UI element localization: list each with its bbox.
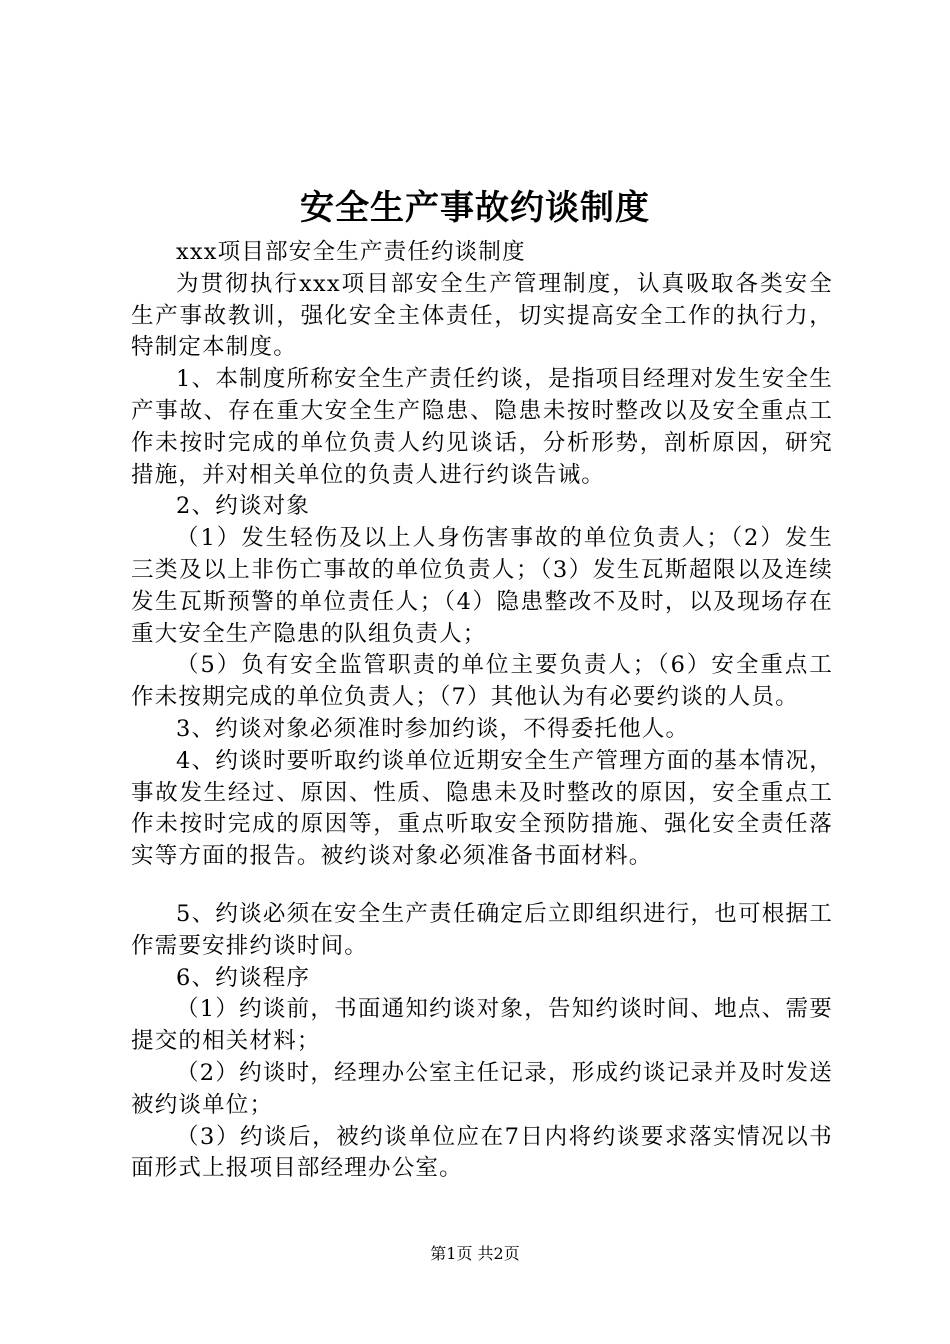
paragraph-targets-1-4: （1）发生轻伤及以上人身伤害事故的单位负责人；（2）发生三类及以上非伤亡事故的单位负责人；（3）发生瓦斯超限以及连续发生瓦斯预警的单位责任人；（4）隐患整改不及时，以及现场存在重大安全生产隐患的队组负责人； (131, 525, 833, 647)
paragraph-clause-1: 1、本制度所称安全生产责任约谈，是指项目经理对发生安全生产事故、存在重大安全生产隐患、隐患未按时整改以及安全重点工作未按时完成的单位负责人约见谈话，分析形势，剖析原因，研究措施，并对相关单位的负责人进行约谈告诫。 (131, 366, 833, 488)
document-body (131, 237, 833, 1185)
paragraph-clause-4: 4、约谈时要听取约谈单位近期安全生产管理方面的基本情况，事故发生经过、原因、性质、隐患未及时整改的原因，安全重点工作未按时完成的原因等，重点听取安全预防措施、强化安全责任落实等方面的报告。被约谈对象必须准备书面材料。 (131, 747, 833, 870)
paragraph-targets-5-7: （5）负有安全监管职责的单位主要负责人；（6）安全重点工作未按期完成的单位负责人；（7）其他认为有必要约谈的人员。 (131, 652, 833, 711)
paragraph-clause-6-heading: 6、约谈程序 (176, 964, 311, 991)
paragraph-intro: 为贯彻执行xxx项目部安全生产管理制度，认真吸取各类安全生产事故教训，强化安全主体责任，切实提高安全工作的执行力，特制定本制度。 (131, 270, 833, 361)
paragraph-subtitle: xxx项目部安全生产责任约谈制度 (176, 239, 526, 265)
page-number-footer: 第1页 共2页 (430, 1244, 520, 1263)
paragraph-procedure-3: （3）约谈后，被约谈单位应在7日内将约谈要求落实情况以书面形式上报项目部经理办公室。 (131, 1123, 833, 1182)
paragraph-clause-2-heading: 2、约谈对象 (176, 493, 311, 520)
paragraph-clause-5: 5、约谈必须在安全生产责任确定后立即组织进行，也可根据工作需要安排约谈时间。 (131, 900, 833, 959)
paragraph-procedure-2: （2）约谈时，经理办公室主任记录，形成约谈记录并及时发送被约谈单位； (131, 1059, 833, 1118)
paragraph-clause-3: 3、约谈对象必须准时参加约谈，不得委托他人。 (176, 715, 690, 742)
paragraph-procedure-1: （1）约谈前，书面通知约谈对象，告知约谈时间、地点、需要提交的相关材料； (131, 996, 833, 1055)
document-title: 安全生产事故约谈制度 (300, 188, 650, 228)
